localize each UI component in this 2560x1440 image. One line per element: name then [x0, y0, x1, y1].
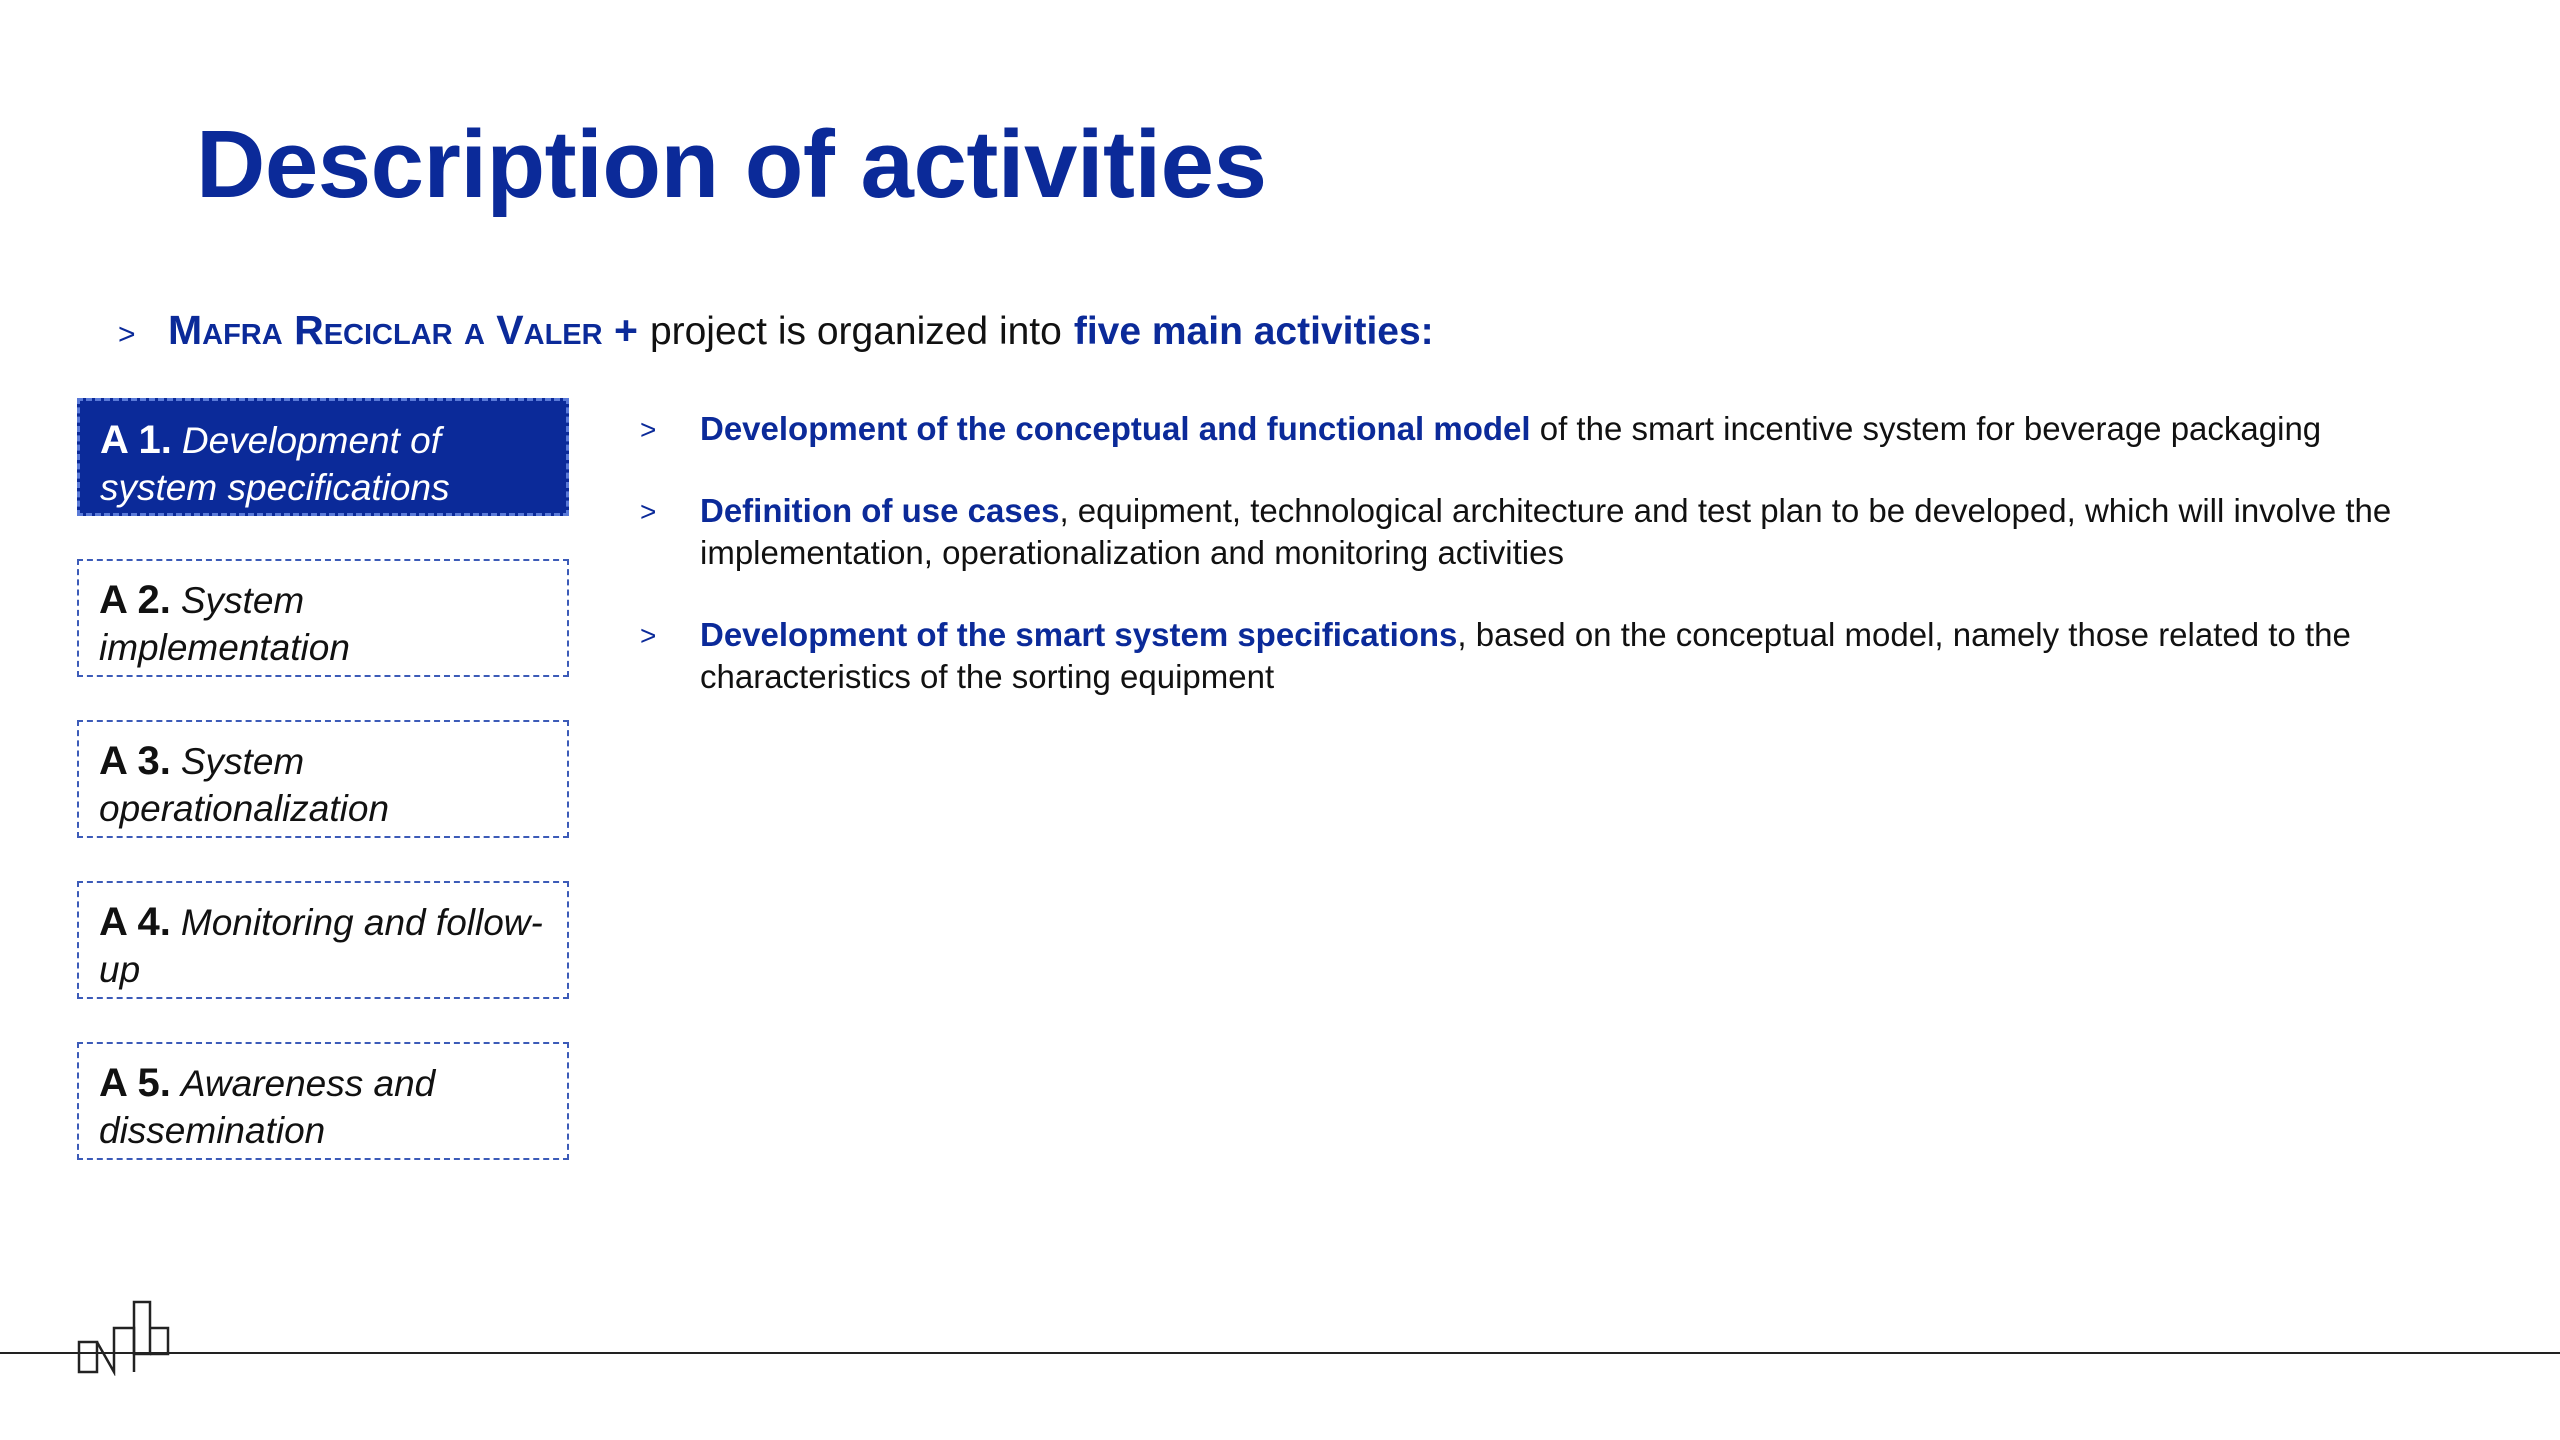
detail-text: [700, 614, 2470, 698]
detail-strong: Definition of use cases: [700, 491, 1060, 529]
activity-label: System implementation: [99, 580, 350, 668]
footer-divider: [0, 1352, 2560, 1354]
detail-strong: Development of the conceptual and functional model: [700, 410, 1531, 447]
activity-item-a5[interactable]: [77, 1042, 569, 1160]
project-brand: Mafra Reciclar a Valer +: [168, 307, 638, 353]
intro-line: [118, 306, 1434, 356]
page-title: Description of activities: [196, 111, 1267, 218]
activity-code: A 3.: [99, 739, 171, 783]
activity-code: A 1.: [100, 418, 172, 462]
chevron-right-icon: >: [640, 619, 657, 651]
detail-text: [700, 490, 2470, 574]
activity-item-a3[interactable]: [77, 720, 569, 838]
activity-label: System operationalization: [99, 741, 390, 829]
detail-strong: Development of the smart system specifications: [700, 615, 1458, 653]
detail-item: [640, 490, 2470, 574]
activity-item-a2[interactable]: [77, 559, 569, 677]
activity-details: [640, 408, 2470, 738]
activity-label: Development of system specifications: [100, 420, 450, 508]
detail-rest: of the smart incentive system for beverage packaging: [1530, 410, 2322, 447]
chevron-right-icon: >: [640, 495, 657, 527]
activity-item-a1[interactable]: [77, 398, 569, 516]
intro-accent: five main activities:: [1073, 310, 1434, 353]
detail-rest: , equipment, technological architecture and test plan to be developed, which will involve the implementation, operationalization and monitoring activities: [700, 491, 2392, 571]
detail-item: [640, 408, 2470, 450]
activity-label: Awareness and dissemination: [99, 1063, 436, 1151]
activity-label: Monitoring and follow-up: [99, 902, 543, 990]
activity-list: [77, 398, 569, 1203]
chevron-right-icon: >: [118, 318, 136, 351]
intro-text: project is organized into: [649, 310, 1062, 353]
activity-code: A 5.: [99, 1061, 171, 1105]
detail-text: [700, 408, 2470, 450]
activity-code: A 4.: [99, 900, 171, 944]
detail-item: [640, 614, 2470, 698]
detail-rest: , based on the conceptual model, namely those related to the characteristics of the sorting equipment: [700, 615, 2351, 695]
city-skyline-icon: [76, 1298, 176, 1381]
activity-code: A 2.: [99, 578, 171, 622]
chevron-right-icon: >: [640, 414, 657, 445]
activity-item-a4[interactable]: [77, 881, 569, 999]
